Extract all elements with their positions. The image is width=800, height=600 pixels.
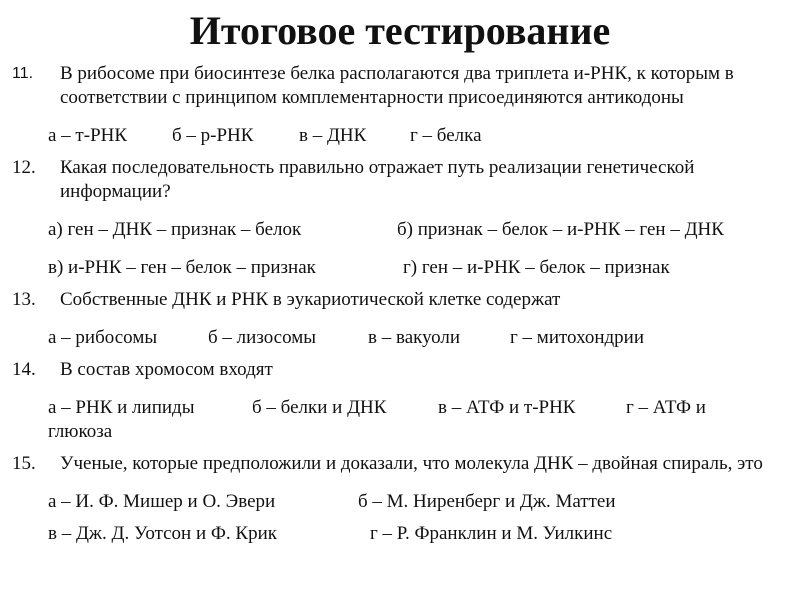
question-11 — [12, 62, 792, 148]
answer-row — [12, 218, 792, 242]
question-stem — [12, 62, 792, 110]
answer-option-b[interactable]: б – лизосомы — [208, 327, 317, 348]
question-text: Собственные ДНК и РНК в эукариотической клетке содержат — [60, 289, 561, 310]
answer-row — [12, 124, 792, 148]
question-number: 13. — [12, 289, 36, 310]
answer-option-b[interactable]: б) признак – белок – и-РНК – ген – ДНК — [397, 219, 724, 240]
answer-row — [12, 490, 792, 514]
question-text: Ученые, которые предположили и доказали, что молекула ДНК – двойная спираль, это — [60, 453, 763, 474]
answer-option-v[interactable]: в – АТФ и т-РНК — [438, 397, 576, 418]
answer-option-v[interactable]: в – Дж. Д. Уотсон и Ф. Крик — [48, 523, 277, 544]
answer-option-b[interactable]: б – р-РНК — [172, 125, 254, 146]
question-number: 11. — [12, 65, 34, 82]
question-text: В рибосоме при биосинтезе белка располагаются два триплета и-РНК, к которым в соответствии с принципом комплементарности присоединяются антикодоны — [60, 63, 734, 108]
question-number: 15. — [12, 453, 36, 474]
answer-option-b[interactable]: б – белки и ДНК — [252, 397, 387, 418]
question-12 — [12, 156, 792, 280]
question-number: 14. — [12, 359, 36, 380]
answer-option-a[interactable]: а – РНК и липиды — [48, 397, 195, 418]
answer-option-a[interactable]: а – т-РНК — [48, 125, 128, 146]
answer-option-b[interactable]: б – М. Ниренберг и Дж. Маттеи — [358, 491, 616, 512]
question-13 — [12, 288, 792, 350]
answer-option-a[interactable]: а) ген – ДНК – признак – белок — [48, 219, 302, 240]
question-stem — [12, 288, 792, 312]
question-stem — [12, 156, 792, 204]
answer-option-g[interactable]: г) ген – и-РНК – белок – признак — [403, 257, 670, 278]
answer-option-g[interactable]: г – митохондрии — [510, 327, 645, 348]
question-14 — [12, 358, 792, 444]
answer-option-g[interactable]: г – АТФ и глюкоза — [48, 397, 706, 442]
answer-option-v[interactable]: в – ДНК — [299, 125, 367, 146]
question-15 — [12, 452, 792, 546]
page-title: Итоговое тестирование — [189, 8, 611, 53]
answer-option-a[interactable]: а – И. Ф. Мишер и О. Эвери — [48, 491, 276, 512]
question-text: В состав хромосом входят — [60, 359, 273, 380]
answer-row — [12, 396, 792, 444]
question-list — [12, 62, 792, 546]
answer-option-g[interactable]: г – Р. Франклин и М. Уилкинс — [370, 523, 613, 544]
answer-row — [12, 326, 792, 350]
answer-option-a[interactable]: а – рибосомы — [48, 327, 158, 348]
answer-option-v[interactable]: в) и-РНК – ген – белок – признак — [48, 257, 316, 278]
question-stem — [12, 358, 792, 382]
answer-option-v[interactable]: в – вакуоли — [368, 327, 461, 348]
answer-row — [12, 522, 792, 546]
answer-row — [12, 256, 792, 280]
question-text: Какая последовательность правильно отражает путь реализации генетической информации? — [60, 157, 695, 202]
answer-option-g[interactable]: г – белка — [410, 125, 482, 146]
question-stem — [12, 452, 792, 476]
question-number: 12. — [12, 157, 36, 178]
